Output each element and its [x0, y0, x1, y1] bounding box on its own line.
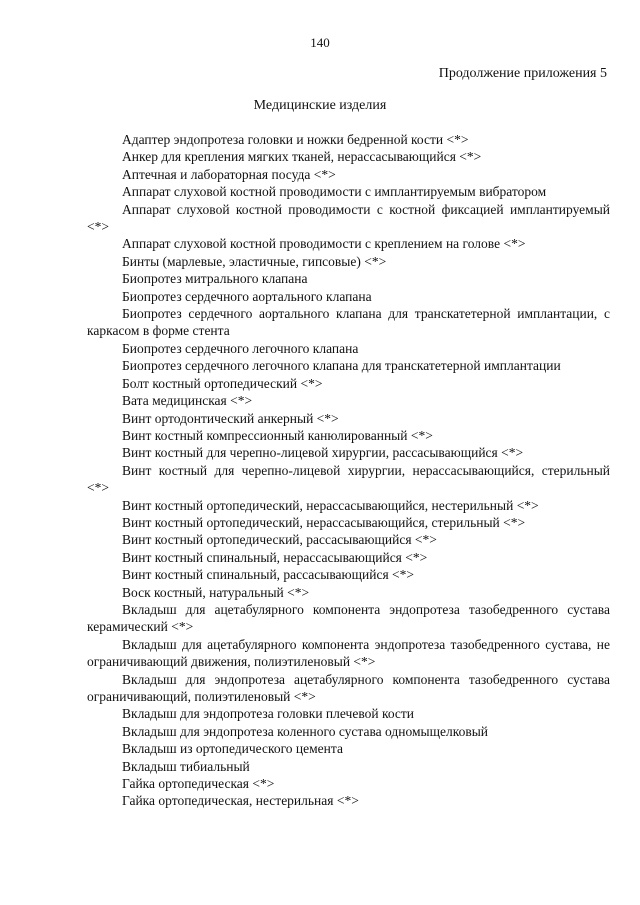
list-item: Вкладыш для ацетабулярного компонента эндопротеза тазобедренного сустава керамический <*>	[87, 601, 610, 635]
medical-devices-list	[87, 131, 610, 810]
list-item: Биопротез сердечного аортального клапана для транскатетерной имплантации, с каркасом в форме стента	[87, 306, 610, 339]
list-item: Вата медицинская <*>	[122, 393, 253, 409]
list-item: Винт костный спинальный, рассасывающийся <*>	[122, 567, 415, 583]
list-item: Вкладыш для эндопротеза головки плечевой кости	[122, 706, 415, 722]
list-item: Болт костный ортопедический <*>	[122, 375, 323, 391]
list-item: Винт костный компрессионный канюлированный <*>	[122, 427, 433, 443]
list-item: Аппарат слуховой костной проводимости с креплением на голове <*>	[122, 236, 526, 252]
list-item: Вкладыш для эндопротеза ацетабулярного компонента тазобедренного сустава ограничивающий, полиэтиленовый <*>	[87, 671, 610, 704]
list-item: Винт костный ортопедический, рассасывающийся <*>	[122, 532, 437, 548]
list-item: Аптечная и лабораторная посуда <*>	[122, 166, 336, 182]
list-item: Анкер для крепления мягких тканей, нерассасывающийся <*>	[122, 149, 482, 165]
list-item: Адаптер эндопротеза головки и ножки бедренной кости <*>	[122, 132, 469, 147]
list-item: Винт костный для черепно-лицевой хирургии, нерассасывающийся, стерильный <*>	[87, 462, 610, 496]
list-item: Винт костный спинальный, нерассасывающийся <*>	[122, 549, 428, 565]
list-item: Биопротез митрального клапана	[122, 271, 308, 287]
list-item: Аппарат слуховой костной проводимости с костной фиксацией имплантируемый <*>	[87, 201, 610, 235]
list-item: Винт костный ортопедический, нерассасывающийся, нестерильный <*>	[122, 497, 539, 513]
list-item: Биопротез сердечного легочного клапана	[122, 340, 359, 356]
page-number: 140	[310, 35, 330, 50]
list-item: Биопротез сердечного легочного клапана для транскатетерной имплантации	[122, 358, 561, 374]
list-item: Винт костный ортопедический, нерассасывающийся, стерильный <*>	[122, 514, 526, 530]
list-item: Гайка ортопедическая, нестерильная <*>	[122, 793, 359, 809]
list-item: Бинты (марлевые, эластичные, гипсовые) <*>	[122, 253, 387, 269]
list-item: Воск костный, натуральный <*>	[122, 584, 310, 600]
list-item: Гайка ортопедическая <*>	[122, 776, 275, 792]
list-item: Вкладыш тибиальный	[122, 758, 250, 774]
list-item: Вкладыш из ортопедического цемента	[122, 741, 343, 757]
list-item: Винт ортодонтический анкерный <*>	[122, 410, 339, 426]
list-item: Вкладыш для ацетабулярного компонента эндопротеза тазобедренного сустава, не ограничивающий движения, полиэтиленовый <*>	[87, 636, 610, 670]
list-item: Винт костный для черепно-лицевой хирургии, рассасывающийся <*>	[122, 445, 524, 461]
list-item: Аппарат слуховой костной проводимости с имплантируемым вибратором	[122, 184, 547, 200]
list-item: Вкладыш для эндопротеза коленного сустава одномыщелковый	[122, 723, 488, 739]
appendix-continuation-note: Продолжение приложения 5	[438, 66, 607, 81]
section-title: Медицинские изделия	[253, 98, 387, 113]
list-item: Биопротез сердечного аортального клапана	[122, 288, 372, 304]
